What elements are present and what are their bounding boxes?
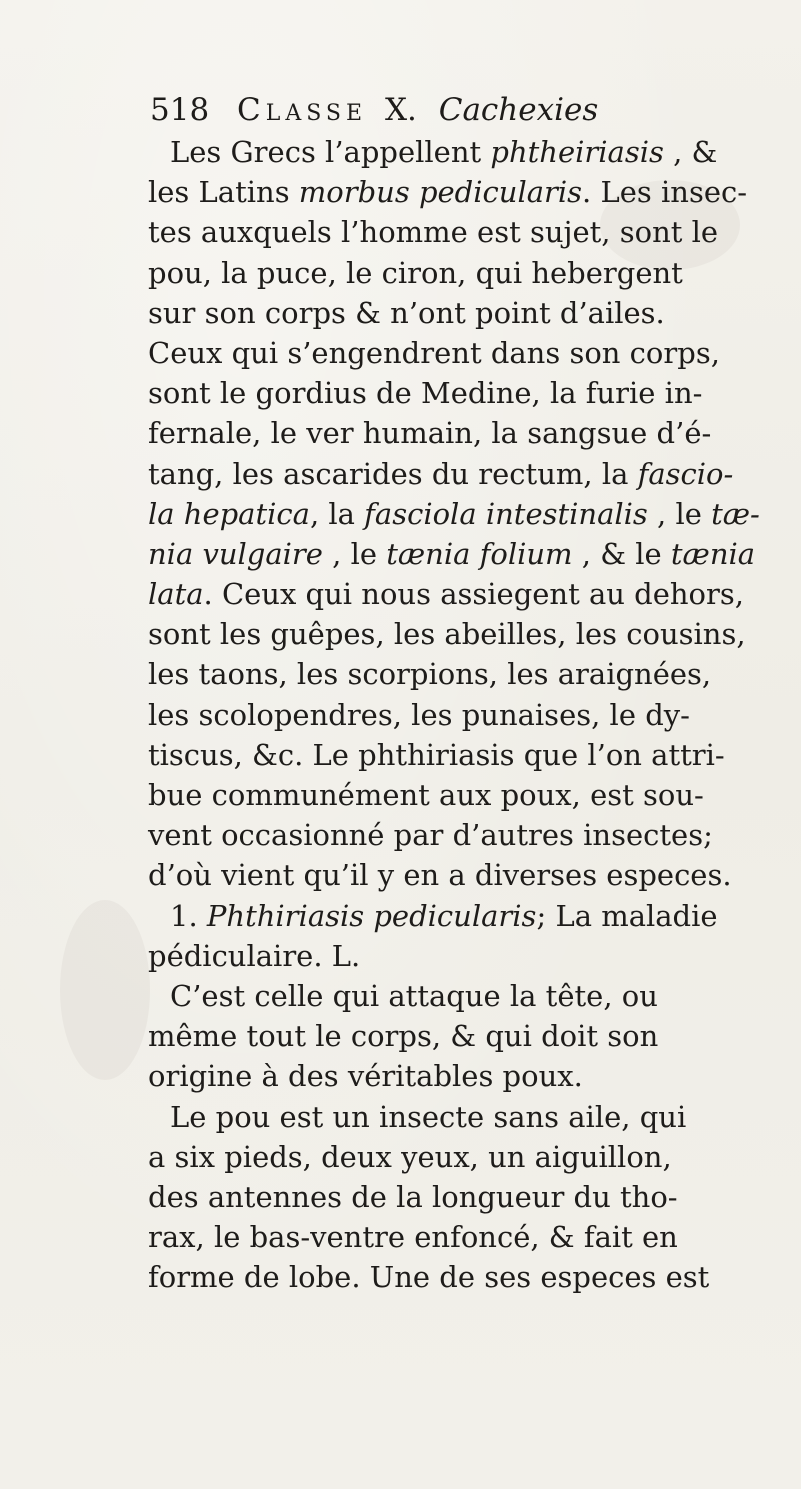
text-line bbox=[148, 855, 760, 895]
text-segment: tes auxquels l’homme est sujet, sont le bbox=[148, 215, 719, 250]
italic-term: morbus pedicularis bbox=[298, 175, 583, 210]
text-line bbox=[148, 1257, 760, 1297]
text-segment: les taons, les scorpions, les araignées, bbox=[148, 657, 712, 692]
text-segment: , le bbox=[647, 496, 712, 531]
text-line bbox=[148, 534, 760, 574]
text-segment: les scolopendres, les punaises, le dy- bbox=[148, 697, 690, 732]
text-line bbox=[148, 413, 760, 453]
text-line bbox=[148, 976, 760, 1016]
text-segment: ; La maladie bbox=[536, 898, 718, 933]
text-line bbox=[148, 775, 760, 815]
text-line bbox=[148, 654, 760, 694]
text-segment: . Ceux qui nous assiegent au dehors, bbox=[203, 577, 744, 612]
text-line bbox=[148, 212, 760, 252]
text-line bbox=[148, 1056, 760, 1096]
body-text bbox=[148, 132, 760, 1297]
italic-term: tænia folium bbox=[386, 536, 573, 571]
text-segment: tang, les ascarides du rectum, la bbox=[148, 456, 638, 491]
italic-term: fascio- bbox=[637, 456, 734, 491]
text-segment: , & bbox=[663, 135, 718, 169]
text-segment: sur son corps & n’ont point d’ailes. bbox=[148, 295, 665, 330]
text-line bbox=[148, 936, 760, 976]
text-segment: vent occasionné par d’autres insectes; bbox=[148, 818, 713, 853]
text-segment: , & le bbox=[572, 536, 671, 571]
paper-stain bbox=[60, 900, 150, 1080]
italic-term: phtheiriasis bbox=[490, 135, 664, 169]
class-numeral: X. bbox=[384, 92, 417, 128]
text-line bbox=[148, 373, 760, 413]
text-segment: . Les insec- bbox=[582, 175, 748, 210]
text-line bbox=[148, 132, 760, 172]
text-line bbox=[148, 1097, 760, 1137]
text-segment: Ceux qui s’engendrent dans son corps, bbox=[148, 335, 720, 370]
text-line bbox=[148, 735, 760, 775]
section-title: Cachexies bbox=[438, 92, 599, 128]
text-line bbox=[148, 815, 760, 855]
text-line bbox=[148, 172, 760, 212]
text-segment: rax, le bas-ventre enfoncé, & fait en bbox=[148, 1220, 678, 1255]
text-segment: d’où vient qu’il y en a diverses especes. bbox=[148, 858, 732, 893]
text-segment: forme de lobe. Une de ses especes est bbox=[148, 1260, 710, 1295]
text-line bbox=[148, 614, 760, 654]
text-segment: , le bbox=[322, 536, 387, 571]
text-segment: pédiculaire. L. bbox=[148, 938, 361, 973]
running-header bbox=[150, 92, 750, 132]
text-line bbox=[148, 1177, 760, 1217]
italic-term: lata bbox=[148, 577, 204, 612]
italic-term: nia vulgaire bbox=[148, 536, 323, 571]
italic-term: la hepatica bbox=[148, 496, 310, 531]
text-segment: même tout le corps, & qui doit son bbox=[148, 1019, 659, 1054]
italic-term: tæ- bbox=[711, 496, 760, 531]
text-segment: des antennes de la longueur du tho- bbox=[148, 1179, 678, 1214]
text-line bbox=[148, 1217, 760, 1257]
text-segment: sont les guêpes, les abeilles, les cousins, bbox=[148, 617, 746, 652]
class-label: Classe bbox=[237, 92, 368, 128]
italic-term: Phthiriasis pedicularis bbox=[206, 898, 537, 933]
text-line bbox=[148, 1137, 760, 1177]
text-segment: les Latins bbox=[148, 175, 299, 210]
text-line bbox=[148, 695, 760, 735]
page-number: 518 bbox=[150, 92, 210, 128]
text-line bbox=[148, 1016, 760, 1056]
text-segment: pou, la puce, le ciron, qui hebergent bbox=[148, 255, 683, 290]
text-line bbox=[148, 454, 760, 494]
text-line bbox=[148, 896, 760, 936]
text-segment: a six pieds, deux yeux, un aiguillon, bbox=[148, 1139, 672, 1174]
text-segment: 1. bbox=[170, 898, 207, 933]
text-line bbox=[148, 333, 760, 373]
text-segment: sont le gordius de Medine, la furie in- bbox=[148, 376, 703, 411]
text-line bbox=[148, 574, 760, 614]
text-line bbox=[148, 494, 760, 534]
text-segment: origine à des véritables poux. bbox=[148, 1059, 583, 1094]
text-segment: Le pou est un insecte sans aile, qui bbox=[170, 1099, 687, 1134]
italic-term: fasciola intestinalis bbox=[364, 496, 648, 531]
text-line bbox=[148, 293, 760, 333]
text-segment: , la bbox=[309, 496, 365, 531]
text-segment: fernale, le ver humain, la sangsue d’é- bbox=[148, 416, 712, 451]
text-segment: C’est celle qui attaque la tête, ou bbox=[170, 978, 658, 1013]
text-segment: tiscus, &c. Le phthiriasis que l’on attri- bbox=[148, 737, 725, 772]
text-segment: Les Grecs l’appellent bbox=[170, 135, 491, 169]
italic-term: tænia bbox=[670, 536, 756, 571]
text-segment: bue communément aux poux, est sou- bbox=[148, 778, 704, 812]
text-line bbox=[148, 253, 760, 293]
